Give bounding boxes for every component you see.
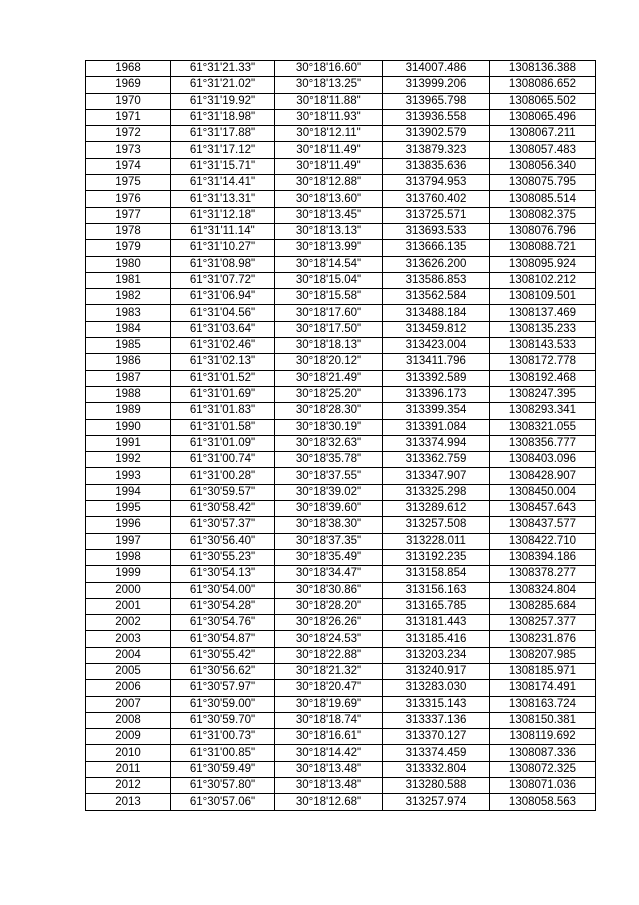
longitude-cell: 30°18'32.63" (275, 435, 383, 451)
y-coordinate-cell: 1308207.985 (490, 647, 596, 663)
x-coordinate-cell: 313999.206 (383, 77, 490, 93)
y-coordinate-cell: 1308071.036 (490, 778, 596, 794)
longitude-cell: 30°18'14.54" (275, 256, 383, 272)
y-coordinate-cell: 1308403.096 (490, 452, 596, 468)
table-row (86, 419, 596, 435)
x-coordinate-cell: 314007.486 (383, 61, 490, 77)
x-coordinate-cell: 313725.571 (383, 207, 490, 223)
y-coordinate-cell: 1308057.483 (490, 142, 596, 158)
longitude-cell: 30°18'20.12" (275, 354, 383, 370)
table-row (86, 289, 596, 305)
point-number-cell: 1995 (86, 501, 171, 517)
longitude-cell: 30°18'13.48" (275, 761, 383, 777)
table-row (86, 158, 596, 174)
latitude-cell: 61°31'01.69" (171, 386, 275, 402)
point-number-cell: 1999 (86, 566, 171, 582)
point-number-cell: 1988 (86, 386, 171, 402)
x-coordinate-cell: 313794.953 (383, 175, 490, 191)
coordinates-table-body (86, 61, 596, 811)
point-number-cell: 2006 (86, 680, 171, 696)
x-coordinate-cell: 313332.804 (383, 761, 490, 777)
point-number-cell: 1993 (86, 468, 171, 484)
point-number-cell: 1987 (86, 370, 171, 386)
point-number-cell: 2012 (86, 778, 171, 794)
latitude-cell: 61°31'00.85" (171, 745, 275, 761)
table-row (86, 321, 596, 337)
x-coordinate-cell: 313337.136 (383, 712, 490, 728)
x-coordinate-cell: 313315.143 (383, 696, 490, 712)
point-number-cell: 2009 (86, 729, 171, 745)
point-number-cell: 2003 (86, 631, 171, 647)
table-row (86, 794, 596, 810)
latitude-cell: 61°31'04.56" (171, 305, 275, 321)
x-coordinate-cell: 313693.533 (383, 223, 490, 239)
longitude-cell: 30°18'37.35" (275, 533, 383, 549)
y-coordinate-cell: 1308095.924 (490, 256, 596, 272)
y-coordinate-cell: 1308422.710 (490, 533, 596, 549)
table-row (86, 663, 596, 679)
longitude-cell: 30°18'22.88" (275, 647, 383, 663)
point-number-cell: 1970 (86, 93, 171, 109)
y-coordinate-cell: 1308150.381 (490, 712, 596, 728)
longitude-cell: 30°18'25.20" (275, 386, 383, 402)
table-row (86, 647, 596, 663)
longitude-cell: 30°18'14.42" (275, 745, 383, 761)
latitude-cell: 61°30'56.62" (171, 663, 275, 679)
x-coordinate-cell: 313240.917 (383, 663, 490, 679)
x-coordinate-cell: 313370.127 (383, 729, 490, 745)
latitude-cell: 61°31'01.09" (171, 435, 275, 451)
table-row (86, 582, 596, 598)
table-row (86, 778, 596, 794)
y-coordinate-cell: 1308056.340 (490, 158, 596, 174)
longitude-cell: 30°18'13.48" (275, 778, 383, 794)
longitude-cell: 30°18'39.60" (275, 501, 383, 517)
point-number-cell: 2004 (86, 647, 171, 663)
point-number-cell: 1975 (86, 175, 171, 191)
point-number-cell: 1990 (86, 419, 171, 435)
point-number-cell: 2008 (86, 712, 171, 728)
latitude-cell: 61°31'15.71" (171, 158, 275, 174)
table-row (86, 191, 596, 207)
y-coordinate-cell: 1308192.468 (490, 370, 596, 386)
point-number-cell: 1969 (86, 77, 171, 93)
latitude-cell: 61°31'21.33" (171, 61, 275, 77)
y-coordinate-cell: 1308086.652 (490, 77, 596, 93)
x-coordinate-cell: 313392.589 (383, 370, 490, 386)
longitude-cell: 30°18'12.11" (275, 126, 383, 142)
table-row (86, 468, 596, 484)
y-coordinate-cell: 1308172.778 (490, 354, 596, 370)
table-row (86, 109, 596, 125)
longitude-cell: 30°18'13.99" (275, 240, 383, 256)
table-row (86, 696, 596, 712)
point-number-cell: 1972 (86, 126, 171, 142)
latitude-cell: 61°30'54.28" (171, 598, 275, 614)
longitude-cell: 30°18'37.55" (275, 468, 383, 484)
longitude-cell: 30°18'34.47" (275, 566, 383, 582)
longitude-cell: 30°18'11.93" (275, 109, 383, 125)
y-coordinate-cell: 1308163.724 (490, 696, 596, 712)
longitude-cell: 30°18'24.53" (275, 631, 383, 647)
y-coordinate-cell: 1308082.375 (490, 207, 596, 223)
point-number-cell: 1989 (86, 403, 171, 419)
latitude-cell: 61°30'55.42" (171, 647, 275, 663)
point-number-cell: 1977 (86, 207, 171, 223)
y-coordinate-cell: 1308450.004 (490, 484, 596, 500)
point-number-cell: 2010 (86, 745, 171, 761)
longitude-cell: 30°18'13.25" (275, 77, 383, 93)
y-coordinate-cell: 1308076.796 (490, 223, 596, 239)
y-coordinate-cell: 1308088.721 (490, 240, 596, 256)
x-coordinate-cell: 313902.579 (383, 126, 490, 142)
table-row (86, 517, 596, 533)
longitude-cell: 30°18'11.88" (275, 93, 383, 109)
latitude-cell: 61°30'57.37" (171, 517, 275, 533)
y-coordinate-cell: 1308231.876 (490, 631, 596, 647)
x-coordinate-cell: 313626.200 (383, 256, 490, 272)
point-number-cell: 2002 (86, 615, 171, 631)
x-coordinate-cell: 313325.298 (383, 484, 490, 500)
table-row (86, 77, 596, 93)
table-row (86, 256, 596, 272)
table-row (86, 435, 596, 451)
point-number-cell: 2005 (86, 663, 171, 679)
point-number-cell: 1985 (86, 338, 171, 354)
latitude-cell: 61°31'02.46" (171, 338, 275, 354)
latitude-cell: 61°31'14.41" (171, 175, 275, 191)
latitude-cell: 61°30'58.42" (171, 501, 275, 517)
longitude-cell: 30°18'35.49" (275, 549, 383, 565)
point-number-cell: 1979 (86, 240, 171, 256)
longitude-cell: 30°18'12.88" (275, 175, 383, 191)
latitude-cell: 61°31'00.28" (171, 468, 275, 484)
latitude-cell: 61°30'54.13" (171, 566, 275, 582)
longitude-cell: 30°18'11.49" (275, 142, 383, 158)
table-row (86, 354, 596, 370)
x-coordinate-cell: 313396.173 (383, 386, 490, 402)
latitude-cell: 61°31'02.13" (171, 354, 275, 370)
x-coordinate-cell: 313835.636 (383, 158, 490, 174)
y-coordinate-cell: 1308457.643 (490, 501, 596, 517)
latitude-cell: 61°30'54.00" (171, 582, 275, 598)
longitude-cell: 30°18'13.13" (275, 223, 383, 239)
y-coordinate-cell: 1308285.684 (490, 598, 596, 614)
latitude-cell: 61°31'07.72" (171, 272, 275, 288)
y-coordinate-cell: 1308072.325 (490, 761, 596, 777)
longitude-cell: 30°18'28.30" (275, 403, 383, 419)
point-number-cell: 1971 (86, 109, 171, 125)
table-row (86, 61, 596, 77)
longitude-cell: 30°18'16.60" (275, 61, 383, 77)
y-coordinate-cell: 1308185.971 (490, 663, 596, 679)
latitude-cell: 61°31'06.94" (171, 289, 275, 305)
point-number-cell: 1978 (86, 223, 171, 239)
point-number-cell: 1973 (86, 142, 171, 158)
y-coordinate-cell: 1308378.277 (490, 566, 596, 582)
table-row (86, 272, 596, 288)
table-row (86, 207, 596, 223)
latitude-cell: 61°31'08.98" (171, 256, 275, 272)
y-coordinate-cell: 1308136.388 (490, 61, 596, 77)
longitude-cell: 30°18'20.47" (275, 680, 383, 696)
x-coordinate-cell: 313488.184 (383, 305, 490, 321)
x-coordinate-cell: 313391.084 (383, 419, 490, 435)
y-coordinate-cell: 1308324.804 (490, 582, 596, 598)
y-coordinate-cell: 1308135.233 (490, 321, 596, 337)
table-row (86, 126, 596, 142)
longitude-cell: 30°18'19.69" (275, 696, 383, 712)
latitude-cell: 61°31'10.27" (171, 240, 275, 256)
table-row (86, 566, 596, 582)
y-coordinate-cell: 1308174.491 (490, 680, 596, 696)
longitude-cell: 30°18'16.61" (275, 729, 383, 745)
latitude-cell: 61°30'57.97" (171, 680, 275, 696)
point-number-cell: 1991 (86, 435, 171, 451)
table-row (86, 370, 596, 386)
point-number-cell: 1996 (86, 517, 171, 533)
x-coordinate-cell: 313156.163 (383, 582, 490, 598)
table-row (86, 452, 596, 468)
x-coordinate-cell: 313411.796 (383, 354, 490, 370)
latitude-cell: 61°31'01.58" (171, 419, 275, 435)
latitude-cell: 61°30'59.00" (171, 696, 275, 712)
y-coordinate-cell: 1308293.341 (490, 403, 596, 419)
x-coordinate-cell: 313347.907 (383, 468, 490, 484)
x-coordinate-cell: 313936.558 (383, 109, 490, 125)
table-row (86, 305, 596, 321)
latitude-cell: 61°31'17.88" (171, 126, 275, 142)
longitude-cell: 30°18'30.19" (275, 419, 383, 435)
latitude-cell: 61°30'55.23" (171, 549, 275, 565)
x-coordinate-cell: 313374.994 (383, 435, 490, 451)
latitude-cell: 61°31'00.74" (171, 452, 275, 468)
point-number-cell: 1986 (86, 354, 171, 370)
latitude-cell: 61°30'59.49" (171, 761, 275, 777)
y-coordinate-cell: 1308394.186 (490, 549, 596, 565)
table-row (86, 729, 596, 745)
table-row (86, 175, 596, 191)
table-row (86, 745, 596, 761)
x-coordinate-cell: 313399.354 (383, 403, 490, 419)
longitude-cell: 30°18'21.32" (275, 663, 383, 679)
x-coordinate-cell: 313158.854 (383, 566, 490, 582)
point-number-cell: 2011 (86, 761, 171, 777)
longitude-cell: 30°18'18.74" (275, 712, 383, 728)
x-coordinate-cell: 313459.812 (383, 321, 490, 337)
point-number-cell: 1968 (86, 61, 171, 77)
point-number-cell: 1980 (86, 256, 171, 272)
latitude-cell: 61°30'57.80" (171, 778, 275, 794)
longitude-cell: 30°18'21.49" (275, 370, 383, 386)
x-coordinate-cell: 313192.235 (383, 549, 490, 565)
longitude-cell: 30°18'35.78" (275, 452, 383, 468)
y-coordinate-cell: 1308356.777 (490, 435, 596, 451)
longitude-cell: 30°18'26.26" (275, 615, 383, 631)
latitude-cell: 61°31'03.64" (171, 321, 275, 337)
longitude-cell: 30°18'30.86" (275, 582, 383, 598)
point-number-cell: 1994 (86, 484, 171, 500)
longitude-cell: 30°18'38.30" (275, 517, 383, 533)
table-row (86, 598, 596, 614)
table-row (86, 93, 596, 109)
latitude-cell: 61°31'18.98" (171, 109, 275, 125)
x-coordinate-cell: 313362.759 (383, 452, 490, 468)
table-row (86, 386, 596, 402)
point-number-cell: 2000 (86, 582, 171, 598)
longitude-cell: 30°18'17.60" (275, 305, 383, 321)
table-row (86, 712, 596, 728)
latitude-cell: 61°30'54.76" (171, 615, 275, 631)
table-row (86, 615, 596, 631)
y-coordinate-cell: 1308247.395 (490, 386, 596, 402)
y-coordinate-cell: 1308119.692 (490, 729, 596, 745)
y-coordinate-cell: 1308085.514 (490, 191, 596, 207)
point-number-cell: 1997 (86, 533, 171, 549)
latitude-cell: 61°31'00.73" (171, 729, 275, 745)
y-coordinate-cell: 1308257.377 (490, 615, 596, 631)
table-row (86, 761, 596, 777)
longitude-cell: 30°18'13.45" (275, 207, 383, 223)
y-coordinate-cell: 1308065.502 (490, 93, 596, 109)
latitude-cell: 61°31'12.18" (171, 207, 275, 223)
y-coordinate-cell: 1308075.795 (490, 175, 596, 191)
x-coordinate-cell: 313760.402 (383, 191, 490, 207)
y-coordinate-cell: 1308067.211 (490, 126, 596, 142)
x-coordinate-cell: 313283.030 (383, 680, 490, 696)
table-row (86, 240, 596, 256)
point-number-cell: 1982 (86, 289, 171, 305)
table-row (86, 501, 596, 517)
x-coordinate-cell: 313165.785 (383, 598, 490, 614)
latitude-cell: 61°30'59.57" (171, 484, 275, 500)
y-coordinate-cell: 1308437.577 (490, 517, 596, 533)
x-coordinate-cell: 313423.004 (383, 338, 490, 354)
y-coordinate-cell: 1308058.563 (490, 794, 596, 810)
x-coordinate-cell: 313257.508 (383, 517, 490, 533)
point-number-cell: 1974 (86, 158, 171, 174)
longitude-cell: 30°18'17.50" (275, 321, 383, 337)
latitude-cell: 61°31'11.14" (171, 223, 275, 239)
table-row (86, 549, 596, 565)
latitude-cell: 61°31'13.31" (171, 191, 275, 207)
longitude-cell: 30°18'15.04" (275, 272, 383, 288)
y-coordinate-cell: 1308109.501 (490, 289, 596, 305)
latitude-cell: 61°31'17.12" (171, 142, 275, 158)
longitude-cell: 30°18'28.20" (275, 598, 383, 614)
longitude-cell: 30°18'13.60" (275, 191, 383, 207)
x-coordinate-cell: 313185.416 (383, 631, 490, 647)
table-row (86, 631, 596, 647)
x-coordinate-cell: 313228.011 (383, 533, 490, 549)
y-coordinate-cell: 1308087.336 (490, 745, 596, 761)
table-row (86, 484, 596, 500)
point-number-cell: 1976 (86, 191, 171, 207)
y-coordinate-cell: 1308065.496 (490, 109, 596, 125)
latitude-cell: 61°30'56.40" (171, 533, 275, 549)
y-coordinate-cell: 1308321.055 (490, 419, 596, 435)
latitude-cell: 61°30'57.06" (171, 794, 275, 810)
point-number-cell: 2001 (86, 598, 171, 614)
x-coordinate-cell: 313666.135 (383, 240, 490, 256)
table-row (86, 533, 596, 549)
point-number-cell: 1998 (86, 549, 171, 565)
point-number-cell: 1984 (86, 321, 171, 337)
table-row (86, 142, 596, 158)
point-number-cell: 1983 (86, 305, 171, 321)
table-row (86, 223, 596, 239)
longitude-cell: 30°18'39.02" (275, 484, 383, 500)
latitude-cell: 61°31'21.02" (171, 77, 275, 93)
table-row (86, 338, 596, 354)
table-row (86, 403, 596, 419)
longitude-cell: 30°18'18.13" (275, 338, 383, 354)
latitude-cell: 61°31'01.83" (171, 403, 275, 419)
x-coordinate-cell: 313374.459 (383, 745, 490, 761)
x-coordinate-cell: 313879.323 (383, 142, 490, 158)
y-coordinate-cell: 1308102.212 (490, 272, 596, 288)
point-number-cell: 2007 (86, 696, 171, 712)
longitude-cell: 30°18'11.49" (275, 158, 383, 174)
x-coordinate-cell: 313203.234 (383, 647, 490, 663)
latitude-cell: 61°30'54.87" (171, 631, 275, 647)
x-coordinate-cell: 313280.588 (383, 778, 490, 794)
coordinates-table (85, 60, 596, 811)
point-number-cell: 1981 (86, 272, 171, 288)
x-coordinate-cell: 313562.584 (383, 289, 490, 305)
x-coordinate-cell: 313965.798 (383, 93, 490, 109)
table-row (86, 680, 596, 696)
x-coordinate-cell: 313257.974 (383, 794, 490, 810)
point-number-cell: 2013 (86, 794, 171, 810)
longitude-cell: 30°18'12.68" (275, 794, 383, 810)
x-coordinate-cell: 313586.853 (383, 272, 490, 288)
y-coordinate-cell: 1308428.907 (490, 468, 596, 484)
point-number-cell: 1992 (86, 452, 171, 468)
latitude-cell: 61°30'59.70" (171, 712, 275, 728)
latitude-cell: 61°31'01.52" (171, 370, 275, 386)
y-coordinate-cell: 1308143.533 (490, 338, 596, 354)
x-coordinate-cell: 313289.612 (383, 501, 490, 517)
longitude-cell: 30°18'15.58" (275, 289, 383, 305)
x-coordinate-cell: 313181.443 (383, 615, 490, 631)
latitude-cell: 61°31'19.92" (171, 93, 275, 109)
y-coordinate-cell: 1308137.469 (490, 305, 596, 321)
